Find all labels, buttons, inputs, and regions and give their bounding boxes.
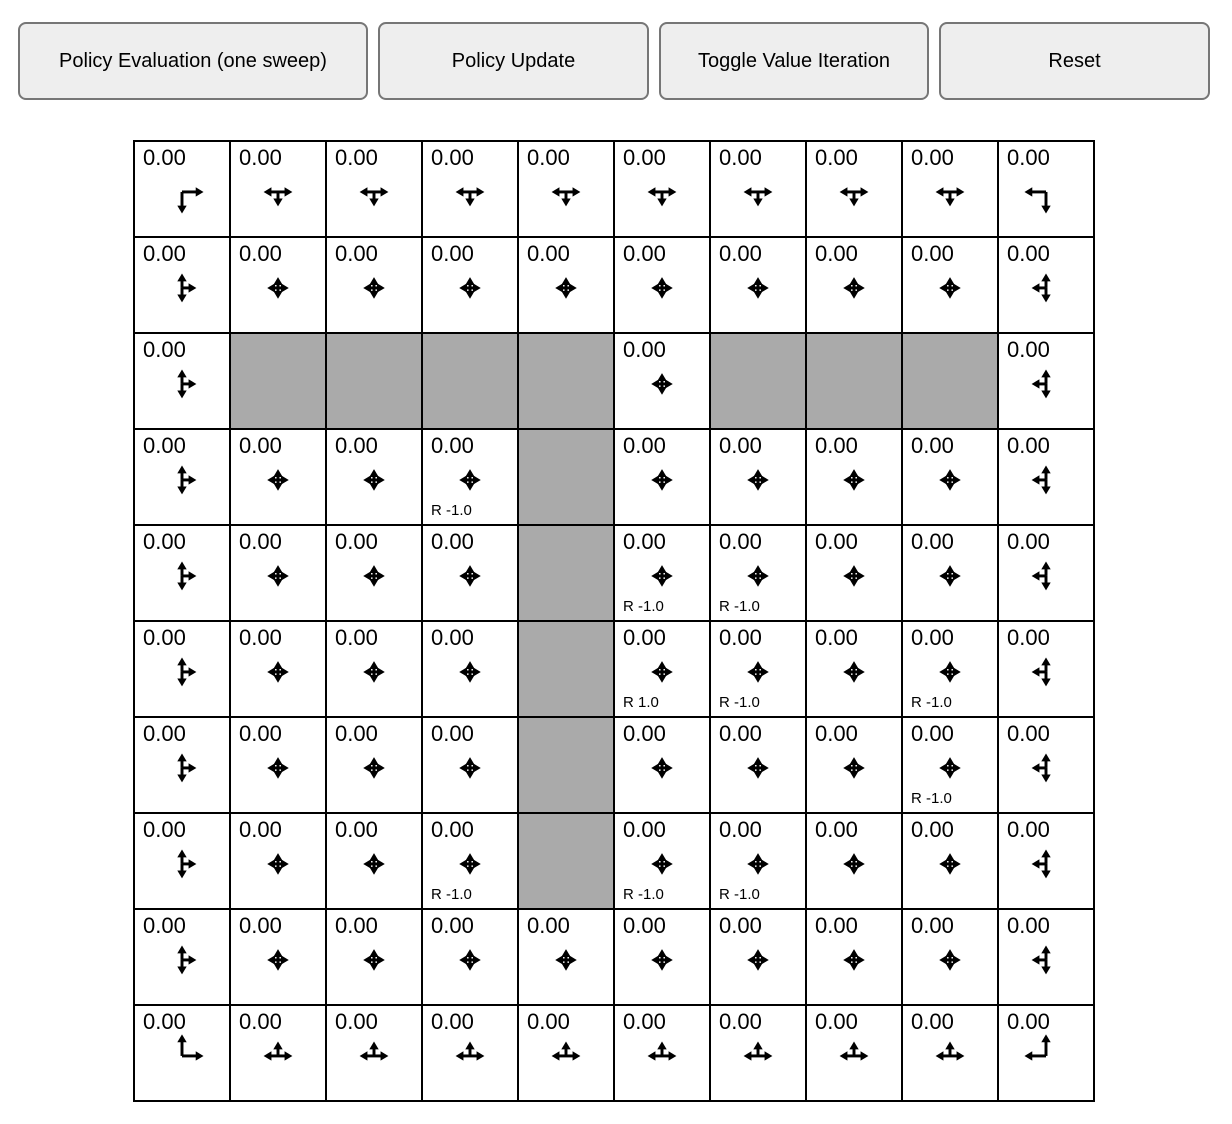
cell-value: 0.00 (143, 625, 186, 650)
wall-cell (518, 813, 614, 909)
policy-arrows-icon (807, 142, 901, 236)
grid-cell (806, 813, 902, 909)
cell-value: 0.00 (1007, 529, 1050, 554)
policy-arrows-icon (519, 238, 613, 332)
grid-cell (326, 813, 422, 909)
grid-cell (230, 813, 326, 909)
policy-arrows-icon (615, 238, 709, 332)
cell-value: 0.00 (239, 721, 282, 746)
cell-value: 0.00 (335, 817, 378, 842)
grid-cell (230, 717, 326, 813)
policy-arrows-icon (999, 622, 1093, 716)
cell-value: 0.00 (335, 433, 378, 458)
grid-cell (326, 1005, 422, 1101)
policy-arrows-icon (231, 1006, 325, 1100)
wall-cell (518, 717, 614, 813)
cell-value: 0.00 (239, 241, 282, 266)
reset-button[interactable]: Reset (939, 22, 1210, 100)
grid-cell (422, 525, 518, 621)
policy-arrows-icon (903, 142, 997, 236)
policy-arrows-icon (231, 814, 325, 908)
cell-value: 0.00 (719, 529, 762, 554)
wall-cell (806, 333, 902, 429)
cell-value: 0.00 (143, 721, 186, 746)
policy-arrows-icon (135, 334, 229, 428)
grid-cell (710, 429, 806, 525)
grid-cell (710, 621, 806, 717)
policy-arrows-icon (903, 910, 997, 1004)
cell-value: 0.00 (911, 817, 954, 842)
cell-value: 0.00 (239, 529, 282, 554)
policy-arrows-icon (327, 814, 421, 908)
grid-cell (710, 717, 806, 813)
policy-arrows-icon (423, 718, 517, 812)
cell-value: 0.00 (623, 913, 666, 938)
cell-value: 0.00 (527, 913, 570, 938)
wall-cell (518, 525, 614, 621)
grid-cell (422, 141, 518, 237)
policy-arrows-icon (807, 910, 901, 1004)
policy-arrows-icon (999, 430, 1093, 524)
cell-value: 0.00 (239, 817, 282, 842)
policy-arrows-icon (519, 910, 613, 1004)
grid-cell (806, 717, 902, 813)
grid-cell (326, 909, 422, 1005)
policy-arrows-icon (711, 910, 805, 1004)
grid-cell (518, 141, 614, 237)
cell-value: 0.00 (335, 145, 378, 170)
cell-value: 0.00 (911, 241, 954, 266)
cell-value: 0.00 (623, 529, 666, 554)
grid-cell (710, 813, 806, 909)
policy-arrows-icon (711, 1006, 805, 1100)
grid-cell (422, 909, 518, 1005)
policy-arrows-icon (807, 718, 901, 812)
reward-label: R -1.0 (719, 694, 760, 711)
policy-arrows-icon (231, 142, 325, 236)
reward-label: R 1.0 (623, 694, 659, 711)
cell-value: 0.00 (239, 913, 282, 938)
policy-arrows-icon (327, 910, 421, 1004)
grid-cell (230, 525, 326, 621)
grid-cell (806, 429, 902, 525)
grid-cell (614, 525, 710, 621)
grid-cell (710, 1005, 806, 1101)
policy-arrows-icon (327, 1006, 421, 1100)
policy-arrows-icon (711, 430, 805, 524)
grid-cell (902, 1005, 998, 1101)
cell-value: 0.00 (431, 817, 474, 842)
grid-cell (614, 717, 710, 813)
grid-cell (518, 1005, 614, 1101)
cell-value: 0.00 (335, 529, 378, 554)
cell-value: 0.00 (815, 145, 858, 170)
grid-cell (134, 813, 230, 909)
cell-value: 0.00 (239, 625, 282, 650)
cell-value: 0.00 (623, 625, 666, 650)
cell-value: 0.00 (623, 145, 666, 170)
reward-label: R -1.0 (719, 598, 760, 615)
cell-value: 0.00 (815, 433, 858, 458)
reward-label: R -1.0 (911, 694, 952, 711)
policy-arrows-icon (999, 142, 1093, 236)
reward-label: R -1.0 (911, 790, 952, 807)
cell-value: 0.00 (431, 625, 474, 650)
grid-cell (134, 717, 230, 813)
reward-label: R -1.0 (623, 598, 664, 615)
cell-value: 0.00 (815, 817, 858, 842)
grid-cell (326, 525, 422, 621)
cell-value: 0.00 (143, 529, 186, 554)
grid-cell (230, 237, 326, 333)
cell-value: 0.00 (143, 337, 186, 362)
grid-cell (806, 525, 902, 621)
policy-arrows-icon (327, 622, 421, 716)
cell-value: 0.00 (239, 145, 282, 170)
grid-cell (998, 429, 1094, 525)
cell-value: 0.00 (1007, 817, 1050, 842)
grid-cell (902, 237, 998, 333)
cell-value: 0.00 (431, 433, 474, 458)
cell-value: 0.00 (527, 241, 570, 266)
policy-arrows-icon (711, 718, 805, 812)
cell-value: 0.00 (1007, 145, 1050, 170)
grid-cell (422, 717, 518, 813)
policy-arrows-icon (231, 622, 325, 716)
policy-arrows-icon (615, 1006, 709, 1100)
policy-arrows-icon (711, 142, 805, 236)
grid-cell (230, 621, 326, 717)
grid-cell (710, 141, 806, 237)
policy-arrows-icon (135, 718, 229, 812)
policy-arrows-icon (615, 334, 709, 428)
cell-value: 0.00 (239, 433, 282, 458)
grid-cell (134, 237, 230, 333)
policy-update-button[interactable]: Policy Update (378, 22, 649, 100)
cell-value: 0.00 (527, 145, 570, 170)
cell-value: 0.00 (239, 1009, 282, 1034)
cell-value: 0.00 (623, 721, 666, 746)
policy-arrows-icon (135, 526, 229, 620)
policy-arrows-icon (327, 430, 421, 524)
cell-value: 0.00 (143, 433, 186, 458)
cell-value: 0.00 (335, 241, 378, 266)
grid-cell (998, 717, 1094, 813)
policy-arrows-icon (999, 334, 1093, 428)
policy-arrows-icon (615, 910, 709, 1004)
grid-cell (134, 429, 230, 525)
cell-value: 0.00 (143, 1009, 186, 1034)
grid-cell (134, 333, 230, 429)
policy-arrows-icon (999, 718, 1093, 812)
grid-cell (998, 141, 1094, 237)
grid-cell (902, 525, 998, 621)
cell-value: 0.00 (1007, 433, 1050, 458)
cell-value: 0.00 (719, 913, 762, 938)
cell-value: 0.00 (335, 721, 378, 746)
grid-cell (134, 909, 230, 1005)
cell-value: 0.00 (431, 241, 474, 266)
cell-value: 0.00 (1007, 337, 1050, 362)
policy-arrows-icon (903, 430, 997, 524)
policy-arrows-icon (999, 814, 1093, 908)
cell-value: 0.00 (1007, 625, 1050, 650)
policy-arrows-icon (807, 622, 901, 716)
policy-arrows-icon (423, 1006, 517, 1100)
policy-arrows-icon (999, 526, 1093, 620)
cell-value: 0.00 (431, 145, 474, 170)
wall-cell (326, 333, 422, 429)
grid-cell (230, 429, 326, 525)
grid-cell (902, 717, 998, 813)
policy-arrows-icon (999, 910, 1093, 1004)
cell-value: 0.00 (911, 625, 954, 650)
reward-label: R -1.0 (623, 886, 664, 903)
cell-value: 0.00 (623, 433, 666, 458)
policy-arrows-icon (807, 430, 901, 524)
policy-arrows-icon (423, 142, 517, 236)
cell-value: 0.00 (1007, 241, 1050, 266)
cell-value: 0.00 (431, 529, 474, 554)
grid-cell (998, 813, 1094, 909)
policy-arrows-icon (807, 814, 901, 908)
reward-label: R -1.0 (431, 502, 472, 519)
cell-value: 0.00 (815, 913, 858, 938)
grid-cell (230, 141, 326, 237)
policy-arrows-icon (903, 814, 997, 908)
cell-value: 0.00 (1007, 721, 1050, 746)
policy-arrows-icon (903, 1006, 997, 1100)
grid-cell (134, 1005, 230, 1101)
cell-value: 0.00 (815, 241, 858, 266)
cell-value: 0.00 (815, 721, 858, 746)
policy-arrows-icon (999, 1006, 1093, 1100)
grid-cell (422, 1005, 518, 1101)
reward-label: R -1.0 (719, 886, 760, 903)
cell-value: 0.00 (815, 529, 858, 554)
gridworld (133, 140, 1095, 1102)
wall-cell (518, 333, 614, 429)
cell-value: 0.00 (335, 913, 378, 938)
wall-cell (710, 333, 806, 429)
policy-arrows-icon (519, 142, 613, 236)
policy-arrows-icon (231, 718, 325, 812)
policy-arrows-icon (903, 526, 997, 620)
grid-cell (806, 1005, 902, 1101)
policy-arrows-icon (807, 1006, 901, 1100)
grid-cell (806, 141, 902, 237)
cell-value: 0.00 (1007, 913, 1050, 938)
cell-value: 0.00 (431, 721, 474, 746)
grid-cell (902, 141, 998, 237)
policy-arrows-icon (807, 238, 901, 332)
policy-arrows-icon (135, 814, 229, 908)
grid-cell (326, 237, 422, 333)
grid-cell (422, 813, 518, 909)
reward-label: R -1.0 (431, 886, 472, 903)
grid-cell (998, 621, 1094, 717)
grid-cell (710, 909, 806, 1005)
grid-cell (134, 525, 230, 621)
grid-cell (710, 237, 806, 333)
grid-cell (614, 813, 710, 909)
policy-arrows-icon (135, 1006, 229, 1100)
policy-arrows-icon (231, 238, 325, 332)
grid-cell (134, 621, 230, 717)
policy-arrows-icon (807, 526, 901, 620)
grid-cell (902, 429, 998, 525)
grid-cell (422, 429, 518, 525)
cell-value: 0.00 (431, 1009, 474, 1034)
cell-value: 0.00 (719, 145, 762, 170)
cell-value: 0.00 (719, 625, 762, 650)
cell-value: 0.00 (623, 337, 666, 362)
grid-cell (614, 909, 710, 1005)
cell-value: 0.00 (911, 145, 954, 170)
grid-cell (518, 909, 614, 1005)
grid-cell (614, 141, 710, 237)
cell-value: 0.00 (911, 433, 954, 458)
cell-value: 0.00 (527, 1009, 570, 1034)
grid-cell (230, 909, 326, 1005)
policy-arrows-icon (135, 238, 229, 332)
grid-cell (998, 909, 1094, 1005)
cell-value: 0.00 (911, 529, 954, 554)
cell-value: 0.00 (335, 625, 378, 650)
policy-arrows-icon (231, 526, 325, 620)
grid-cell (710, 525, 806, 621)
policy-arrows-icon (423, 910, 517, 1004)
cell-value: 0.00 (143, 145, 186, 170)
cell-value: 0.00 (143, 817, 186, 842)
policy-arrows-icon (135, 622, 229, 716)
cell-value: 0.00 (623, 1009, 666, 1034)
cell-value: 0.00 (623, 241, 666, 266)
policy-arrows-icon (135, 910, 229, 1004)
grid-cell (998, 525, 1094, 621)
policy-arrows-icon (423, 526, 517, 620)
grid-cell (614, 621, 710, 717)
grid-cell (806, 237, 902, 333)
grid-cell (134, 141, 230, 237)
policy-arrows-icon (327, 718, 421, 812)
wall-cell (518, 429, 614, 525)
cell-value: 0.00 (719, 433, 762, 458)
cell-value: 0.00 (815, 625, 858, 650)
policy-arrows-icon (615, 718, 709, 812)
grid-cell (902, 813, 998, 909)
grid-cell (326, 717, 422, 813)
policy-arrows-icon (135, 430, 229, 524)
grid-cell (614, 429, 710, 525)
grid-cell (998, 1005, 1094, 1101)
toolbar (18, 22, 1210, 100)
policy-arrows-icon (327, 238, 421, 332)
policy-arrows-icon (519, 1006, 613, 1100)
grid-cell (230, 1005, 326, 1101)
wall-cell (902, 333, 998, 429)
cell-value: 0.00 (143, 241, 186, 266)
cell-value: 0.00 (719, 817, 762, 842)
cell-value: 0.00 (911, 1009, 954, 1034)
grid-cell (518, 237, 614, 333)
policy-evaluation-button[interactable]: Policy Evaluation (one sweep) (18, 22, 368, 100)
policy-arrows-icon (231, 910, 325, 1004)
wall-cell (518, 621, 614, 717)
cell-value: 0.00 (143, 913, 186, 938)
wall-cell (230, 333, 326, 429)
cell-value: 0.00 (335, 1009, 378, 1034)
grid-cell (614, 237, 710, 333)
cell-value: 0.00 (719, 241, 762, 266)
cell-value: 0.00 (911, 913, 954, 938)
grid-cell (422, 621, 518, 717)
policy-arrows-icon (615, 142, 709, 236)
policy-arrows-icon (903, 238, 997, 332)
grid-cell (422, 237, 518, 333)
cell-value: 0.00 (623, 817, 666, 842)
cell-value: 0.00 (1007, 1009, 1050, 1034)
policy-arrows-icon (135, 142, 229, 236)
cell-value: 0.00 (719, 1009, 762, 1034)
policy-arrows-icon (999, 238, 1093, 332)
grid-cell (902, 621, 998, 717)
cell-value: 0.00 (719, 721, 762, 746)
policy-arrows-icon (231, 430, 325, 524)
policy-arrows-icon (711, 238, 805, 332)
grid-cell (806, 621, 902, 717)
cell-value: 0.00 (431, 913, 474, 938)
policy-arrows-icon (423, 622, 517, 716)
grid-cell (614, 1005, 710, 1101)
grid-cell (806, 909, 902, 1005)
grid-cell (998, 237, 1094, 333)
wall-cell (422, 333, 518, 429)
grid-cell (998, 333, 1094, 429)
policy-arrows-icon (423, 238, 517, 332)
grid-cell (326, 141, 422, 237)
cell-value: 0.00 (911, 721, 954, 746)
policy-arrows-icon (327, 142, 421, 236)
grid-cell (326, 429, 422, 525)
policy-arrows-icon (327, 526, 421, 620)
grid-cell (614, 333, 710, 429)
cell-value: 0.00 (815, 1009, 858, 1034)
grid-cell (326, 621, 422, 717)
grid-cell (902, 909, 998, 1005)
toggle-value-iteration-button[interactable]: Toggle Value Iteration (659, 22, 929, 100)
policy-arrows-icon (615, 430, 709, 524)
